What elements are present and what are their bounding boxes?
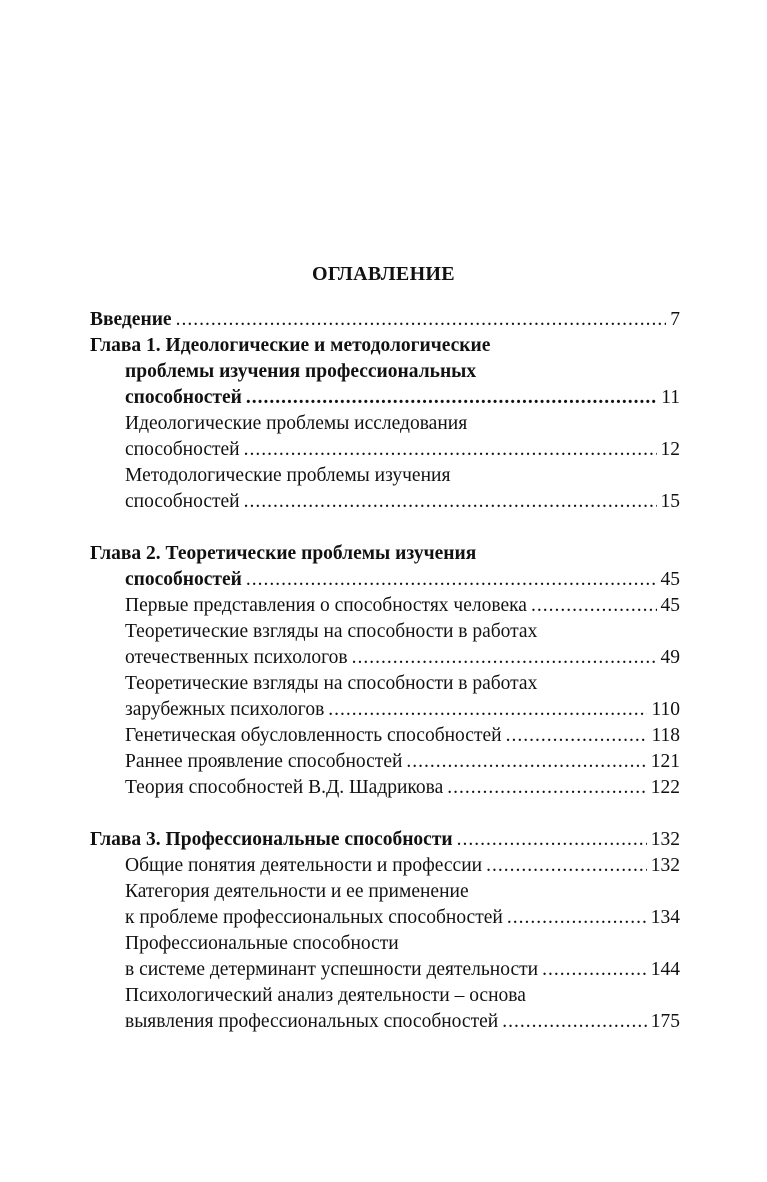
dot-leader [176, 307, 667, 333]
section-title-line: Общие понятия деятельности и профессии [125, 855, 483, 876]
toc-entry-section-3-1[interactable] [90, 853, 680, 879]
chapter-title-line: способностей [125, 387, 242, 408]
section-title-line: Психологический анализ деятельности – основа [125, 985, 526, 1006]
section-title-line: Теоретические взгляды на способности в работах [125, 621, 538, 642]
dot-leader [542, 957, 647, 983]
toc-entry-section-1-2[interactable] [90, 463, 680, 515]
section-title-line: Профессиональные способности [125, 933, 399, 954]
section-title-line: выявления профессиональных способностей [125, 1011, 499, 1032]
toc-entry-section-3-4[interactable] [90, 983, 680, 1035]
toc-entry-intro[interactable] [90, 307, 680, 333]
page-number: 132 [650, 855, 680, 876]
toc-entry-chapter-1[interactable] [90, 333, 680, 411]
toc-entry-section-2-1[interactable] [90, 593, 680, 619]
dot-leader [486, 853, 647, 879]
page-number: 49 [660, 647, 680, 668]
chapter-title-line: Глава 2. Теоретические проблемы изучения [90, 543, 477, 564]
dot-leader [246, 567, 657, 593]
toc-entry-section-2-2[interactable] [90, 619, 680, 671]
section-title-line: способностей [125, 439, 240, 460]
page-number: 144 [650, 959, 680, 980]
toc-entry-chapter-3[interactable] [90, 827, 680, 853]
toc-entry-section-2-3[interactable] [90, 671, 680, 723]
chapter-title-line: проблемы изучения профессиональных [125, 361, 477, 382]
section-title-line: Теория способностей В.Д. Шадрикова [125, 777, 444, 798]
section-title-line: отечественных психологов [125, 647, 348, 668]
chapter-title-line: Глава 1. Идеологические и методологические [90, 335, 491, 356]
page-number: 15 [660, 491, 680, 512]
dot-leader [246, 385, 657, 411]
section-title-line: Категория деятельности и ее применение [125, 881, 469, 902]
page-number: 118 [651, 725, 680, 746]
toc-entry-section-2-4[interactable] [90, 723, 680, 749]
dot-leader [352, 645, 657, 671]
dot-leader [531, 593, 657, 619]
section-title-line: Идеологические проблемы исследования [125, 413, 468, 434]
dot-leader [447, 775, 646, 801]
page-number: 12 [660, 439, 680, 460]
section-title-line: в системе детерминант успешности деятельности [125, 959, 539, 980]
dot-leader [457, 827, 647, 853]
toc-entry-label: Введение [90, 309, 172, 330]
page-number: 45 [660, 595, 680, 616]
page-number: 7 [670, 309, 680, 330]
dot-leader [244, 437, 657, 463]
section-title-line: к проблеме профессиональных способностей [125, 907, 503, 928]
page-number: 11 [661, 387, 680, 408]
toc-entry-section-2-6[interactable] [90, 775, 680, 801]
dot-leader [244, 489, 657, 515]
dot-leader [406, 749, 646, 775]
toc-entry-section-1-1[interactable] [90, 411, 680, 463]
toc-entry-chapter-2[interactable] [90, 541, 680, 593]
dot-leader [506, 723, 648, 749]
toc-entry-section-3-2[interactable] [90, 879, 680, 931]
page-number: 122 [650, 777, 680, 798]
page-number: 45 [660, 569, 680, 590]
dot-leader [507, 905, 647, 931]
section-title-line: зарубежных психологов [125, 699, 325, 720]
page-number: 110 [651, 699, 680, 720]
section-title-line: Теоретические взгляды на способности в работах [125, 673, 538, 694]
page-title: ОГЛАВЛЕНИЕ [312, 263, 455, 285]
chapter-title-line: способностей [125, 569, 242, 590]
page-number: 121 [650, 751, 680, 772]
table-of-contents [90, 307, 680, 1035]
toc-entry-section-2-5[interactable] [90, 749, 680, 775]
section-title-line: Генетическая обусловленность способностей [125, 725, 502, 746]
page-number: 134 [650, 907, 680, 928]
dot-leader [328, 697, 647, 723]
section-title-line: способностей [125, 491, 240, 512]
page-number: 175 [650, 1011, 680, 1032]
section-title-line: Первые представления о способностях человека [125, 595, 527, 616]
section-title-line: Методологические проблемы изучения [125, 465, 451, 486]
chapter-title-line: Глава 3. Профессиональные способности [90, 829, 453, 850]
dot-leader [502, 1009, 647, 1035]
toc-entry-section-3-3[interactable] [90, 931, 680, 983]
section-title-line: Раннее проявление способностей [125, 751, 403, 772]
page-number: 132 [650, 829, 680, 850]
